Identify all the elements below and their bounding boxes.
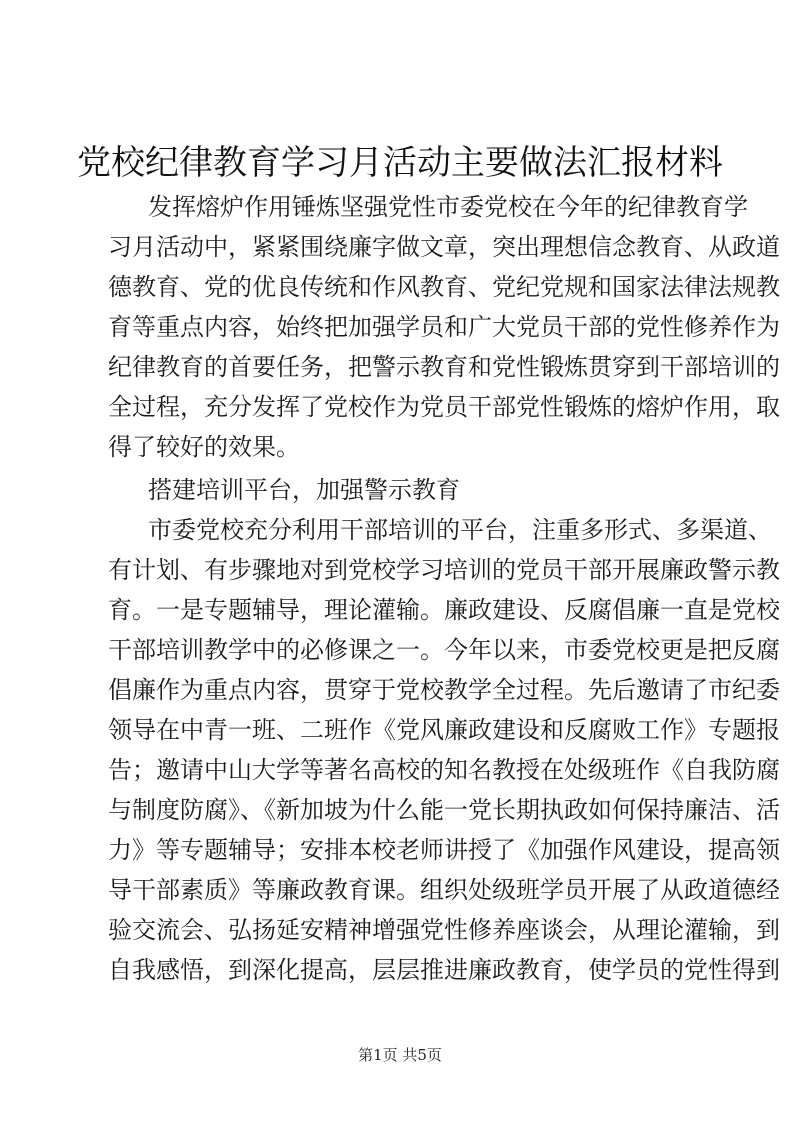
paragraph (108, 187, 780, 467)
text-line: 习月活动中，紧紧围绕廉字做文章，突出理想信念教育、从政道 (108, 233, 780, 261)
section-heading (108, 470, 708, 510)
document-title: 党校纪律教育学习月活动主要做法汇报材料 (77, 143, 723, 183)
text-line: 导干部素质》等廉政教育课。组织处级班学员开展了从政道德经 (108, 876, 780, 904)
page-number: 第1页 共5页 (358, 1046, 442, 1064)
text-line: 力》等专题辅导；安排本校老师讲授了《加强作风建设，提高领 (108, 836, 780, 864)
text-line: 搭建培训平台，加强警示教育 (148, 476, 460, 504)
text-line: 发挥熔炉作用锤炼坚强党性市委党校在今年的纪律教育学 (148, 193, 748, 221)
text-line: 与制度防腐》、《新加坡为什么能一党长期执政如何保持廉洁、活 (108, 796, 780, 824)
text-line: 育。一是专题辅导，理论灌输。廉政建设、反腐倡廉一直是党校 (108, 596, 780, 624)
text-line: 验交流会、弘扬延安精神增强党性修养座谈会，从理论灌输，到 (108, 916, 780, 944)
text-line: 干部培训教学中的必修课之一。今年以来，市委党校更是把反腐 (108, 636, 780, 664)
text-line: 得了较好的效果。 (108, 433, 300, 461)
text-line: 德教育、党的优良传统和作风教育、党纪党规和国家法律法规教 (108, 273, 780, 301)
text-line: 纪律教育的首要任务，把警示教育和党性锻炼贯穿到干部培训的 (108, 353, 780, 381)
text-line: 倡廉作为重点内容，贯穿于党校教学全过程。先后邀请了市纪委 (108, 676, 780, 704)
text-line: 领导在中青一班、二班作《党风廉政建设和反腐败工作》专题报 (108, 716, 780, 744)
text-line: 告；邀请中山大学等著名高校的知名教授在处级班作《自我防腐 (108, 756, 780, 784)
paragraph (108, 510, 780, 990)
text-line: 全过程，充分发挥了党校作为党员干部党性锻炼的熔炉作用，取 (108, 393, 780, 421)
text-line: 育等重点内容，始终把加强学员和广大党员干部的党性修养作为 (108, 313, 780, 341)
document-body (108, 187, 780, 990)
text-line: 有计划、有步骤地对到党校学习培训的党员干部开展廉政警示教 (108, 556, 780, 584)
text-line: 自我感悟，到深化提高，层层推进廉政教育，使学员的党性得到 (108, 956, 780, 984)
text-line: 市委党校充分利用干部培训的平台，注重多形式、多渠道、 (148, 516, 772, 544)
